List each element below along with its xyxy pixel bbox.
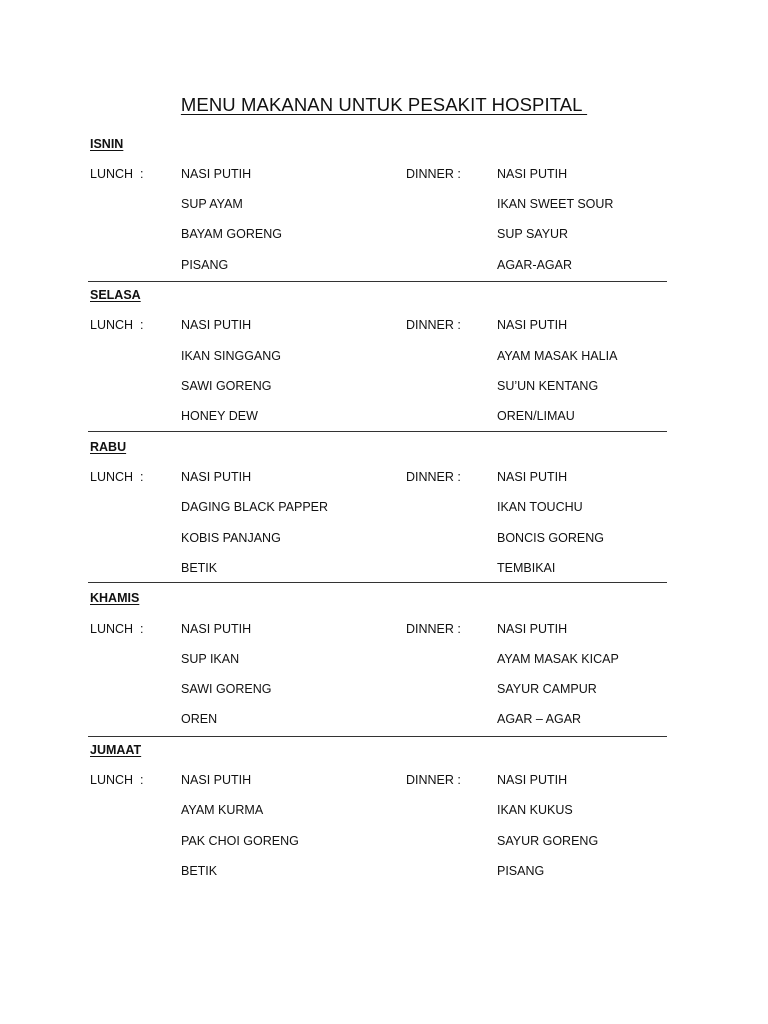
- lunch-item: HONEY DEW: [181, 409, 258, 423]
- lunch-label: LUNCH :: [90, 470, 144, 484]
- lunch-item: NASI PUTIH: [181, 773, 252, 787]
- lunch-item: SUP AYAM: [181, 197, 243, 211]
- day-name: ISNIN: [90, 137, 124, 151]
- lunch-item: SAWI GORENG: [181, 682, 272, 696]
- section-divider: [88, 281, 667, 282]
- dinner-item: AYAM MASAK KICAP: [497, 652, 619, 666]
- lunch-item: AYAM KURMA: [181, 803, 264, 817]
- section-divider: [88, 736, 667, 737]
- dinner-item: AGAR – AGAR: [497, 712, 582, 726]
- dinner-item: SUP SAYUR: [497, 227, 569, 241]
- dinner-label: DINNER :: [406, 167, 461, 181]
- lunch-item: OREN: [181, 712, 218, 726]
- dinner-item: PISANG: [497, 864, 545, 878]
- dinner-item: IKAN SWEET SOUR: [497, 197, 614, 211]
- lunch-item: BETIK: [181, 864, 218, 878]
- dinner-item: NASI PUTIH: [497, 470, 568, 484]
- dinner-item: NASI PUTIH: [497, 167, 568, 181]
- dinner-item: NASI PUTIH: [497, 622, 568, 636]
- page-title: MENU MAKANAN UNTUK PESAKIT HOSPITAL: [180, 94, 588, 115]
- dinner-item: AYAM MASAK HALIA: [497, 349, 618, 363]
- dinner-item: IKAN KUKUS: [497, 803, 573, 817]
- dinner-item: SU’UN KENTANG: [497, 379, 599, 393]
- lunch-label: LUNCH :: [90, 622, 144, 636]
- lunch-item: SAWI GORENG: [181, 379, 272, 393]
- dinner-label: DINNER :: [406, 318, 461, 332]
- lunch-label: LUNCH :: [90, 318, 144, 332]
- lunch-item: BETIK: [181, 561, 218, 575]
- dinner-label: DINNER :: [406, 622, 461, 636]
- dinner-label: DINNER :: [406, 470, 461, 484]
- day-name: JUMAAT: [90, 743, 142, 757]
- dinner-item: TEMBIKAI: [497, 561, 556, 575]
- lunch-item: NASI PUTIH: [181, 470, 252, 484]
- lunch-item: BAYAM GORENG: [181, 227, 282, 241]
- lunch-label: LUNCH :: [90, 167, 144, 181]
- lunch-item: NASI PUTIH: [181, 318, 252, 332]
- day-name: RABU: [90, 440, 127, 454]
- day-name: SELASA: [90, 288, 141, 302]
- lunch-item: NASI PUTIH: [181, 167, 252, 181]
- dinner-item: IKAN TOUCHU: [497, 500, 583, 514]
- lunch-item: NASI PUTIH: [181, 622, 252, 636]
- dinner-item: SAYUR CAMPUR: [497, 682, 597, 696]
- dinner-item: NASI PUTIH: [497, 318, 568, 332]
- section-divider: [88, 582, 667, 583]
- day-name: KHAMIS: [90, 591, 140, 605]
- dinner-item: SAYUR GORENG: [497, 834, 599, 848]
- dinner-item: OREN/LIMAU: [497, 409, 575, 423]
- lunch-label: LUNCH :: [90, 773, 144, 787]
- dinner-label: DINNER :: [406, 773, 461, 787]
- lunch-item: DAGING BLACK PAPPER: [181, 500, 329, 514]
- dinner-item: AGAR-AGAR: [497, 258, 573, 272]
- dinner-item: BONCIS GORENG: [497, 531, 604, 545]
- section-divider: [88, 431, 667, 432]
- lunch-item: SUP IKAN: [181, 652, 240, 666]
- lunch-item: PISANG: [181, 258, 229, 272]
- dinner-item: NASI PUTIH: [497, 773, 568, 787]
- lunch-item: KOBIS PANJANG: [181, 531, 281, 545]
- lunch-item: IKAN SINGGANG: [181, 349, 282, 363]
- lunch-item: PAK CHOI GORENG: [181, 834, 299, 848]
